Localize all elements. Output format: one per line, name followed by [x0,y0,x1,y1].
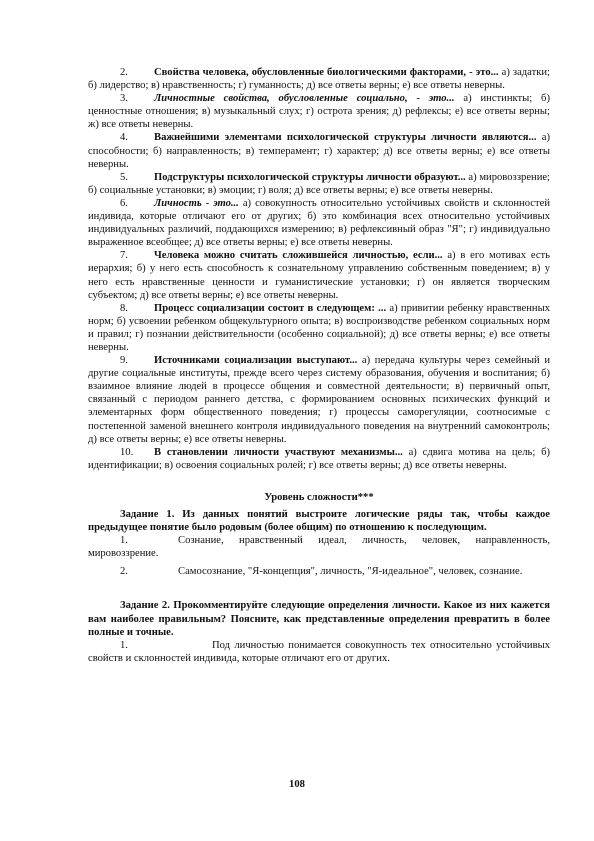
question-number: 5. [120,171,128,183]
task-1-item-1 [88,534,550,560]
level-heading: Уровень сложности*** [264,491,374,503]
question-number: 10. [120,446,134,458]
question-number: 9. [120,355,128,367]
question-answers: а) сдвига мотива на цель; б) идентификации; в) освоения социальных ролей; г) все ответы верны; д) все ответы неверны. [88,446,550,471]
question-number: 4. [120,132,128,144]
question-answers: а) задатки; б) лидерство; в) нравственность; г) гуманность; д) все ответы верны; е) все ответы неверны. [88,67,550,92]
question-9 [88,354,550,446]
question-answers: а) привитии ребенку нравственных норм; б) усвоении ребенком общекультурного опыта; в) воспроизводстве ребенком социальных норм и правил; г) познании действительности (особенно социальной); д) все ответы верны; е) все ответы неверны. [88,302,550,353]
question-heading: Личность - это... [154,197,239,209]
question-number: 6. [120,197,128,209]
question-heading: Источниками социализации выступают... [154,355,358,367]
question-8 [88,302,550,354]
item-text: Самосознание, "Я-концепция", личность, "Я-идеальное", человек, сознание. [178,566,523,578]
question-answers: а) совокупность относительно устойчивых свойств и склонностей индивида, которые отличают его от других; б) это комбинация всех относительно устойчивых индивидуальных различий, поддающихся измерению; в) рефлексивный образ "Я"; г) индивидуально выраженное всеобщее; д) все ответы верны; е) все ответы неверны. [88,197,550,249]
question-heading: Личностные свойства, обусловленные социально, - это... [154,93,455,105]
question-heading: Процесс социализации состоит в следующем: ... [154,302,387,314]
question-answers: а) способности; б) направленность; в) темперамент; г) характер; д) все ответы верны; е) все ответы неверны. [88,132,550,170]
question-number: 3. [120,93,128,105]
question-7 [88,249,550,301]
question-heading: Важнейшими элементами психологической структуры личности являются... [154,132,537,144]
question-heading: Свойства человека, обусловленные биологическими факторами, - это... [154,67,499,78]
item-number: 1. [120,535,128,547]
page-number: 108 [289,779,305,790]
task-2-item-1 [88,639,550,665]
item-number: 2. [120,566,128,578]
question-number: 7. [120,250,128,262]
question-answers: а) мировоззрение; б) социальные установки; в) эмоции; г) воля; д) все ответы верны; е) все ответы неверны. [88,171,551,196]
item-number: 1. [120,639,128,651]
task-1-title: Задание 1. Из данных понятий выстроите логические ряды так, чтобы каждое предыдущее понятие было родовым (более общим) по отношению к последующим. [88,509,550,534]
question-number: 8. [120,302,128,314]
question-6 [88,197,550,249]
item-text: Под личностью понимается совокупность тех относительно устойчивых свойств и склонностей индивида, которые отличают его от других. [88,639,550,664]
task-1-item-2 [88,565,550,578]
task-2-label: Задание 2 [120,600,168,612]
question-2 [88,66,550,92]
question-heading: В становлении личности участвуют механизмы... [154,446,403,458]
question-10 [88,446,550,472]
question-heading: Подструктуры психологической структуры личности образуют... [154,171,466,183]
task-2-text: . Прокомментируйте следующие определения личности. Какое из них кажется вам наиболее правильным? Поясните, как представленные определения превратить в более полные и точные. [88,600,550,638]
question-3 [88,92,550,131]
question-answers: а) инстинкты; б) ценностные отношения; в) музыкальный слух; г) острота зрения; д) рефлексы; е) все ответы верны; ж) все ответы неверны. [88,93,550,131]
question-answers: а) передача культуры через семейный и другие социальные институты, прежде всего через систему образования, обучения и воспитания; б) взаимное влияние людей в процессе общения и совместной деятельности; в) первичный опыт, связанный с периодом раннего детства, с формированием основных психических функций и элементарных форм общественного поведения; г) процессы саморегуляции, соотносимые с постепенной заменой внешнего контроля индивидуального поведения на внутренний самоконтроль; д) все ответы верны; е) все ответы неверны. [88,355,551,445]
question-heading: Человека можно считать сложившейся личностью, если... [154,250,443,262]
document-body [88,66,550,665]
question-answers: а) в его мотивах есть иерархия; б) у него есть способность к сознательному управлению собственным поведением; в) у него есть нравственные ценности и гуманистические установки; г) он является творческим субъектом; д) все ответы верны; е) все ответы неверны. [88,250,550,301]
task-2-title [88,599,550,638]
question-4 [88,131,550,170]
item-text: Сознание, нравственный идеал, личность, человек, направленность, мировоззрение. [88,535,550,560]
question-5 [88,171,550,197]
question-number: 2. [120,67,128,78]
